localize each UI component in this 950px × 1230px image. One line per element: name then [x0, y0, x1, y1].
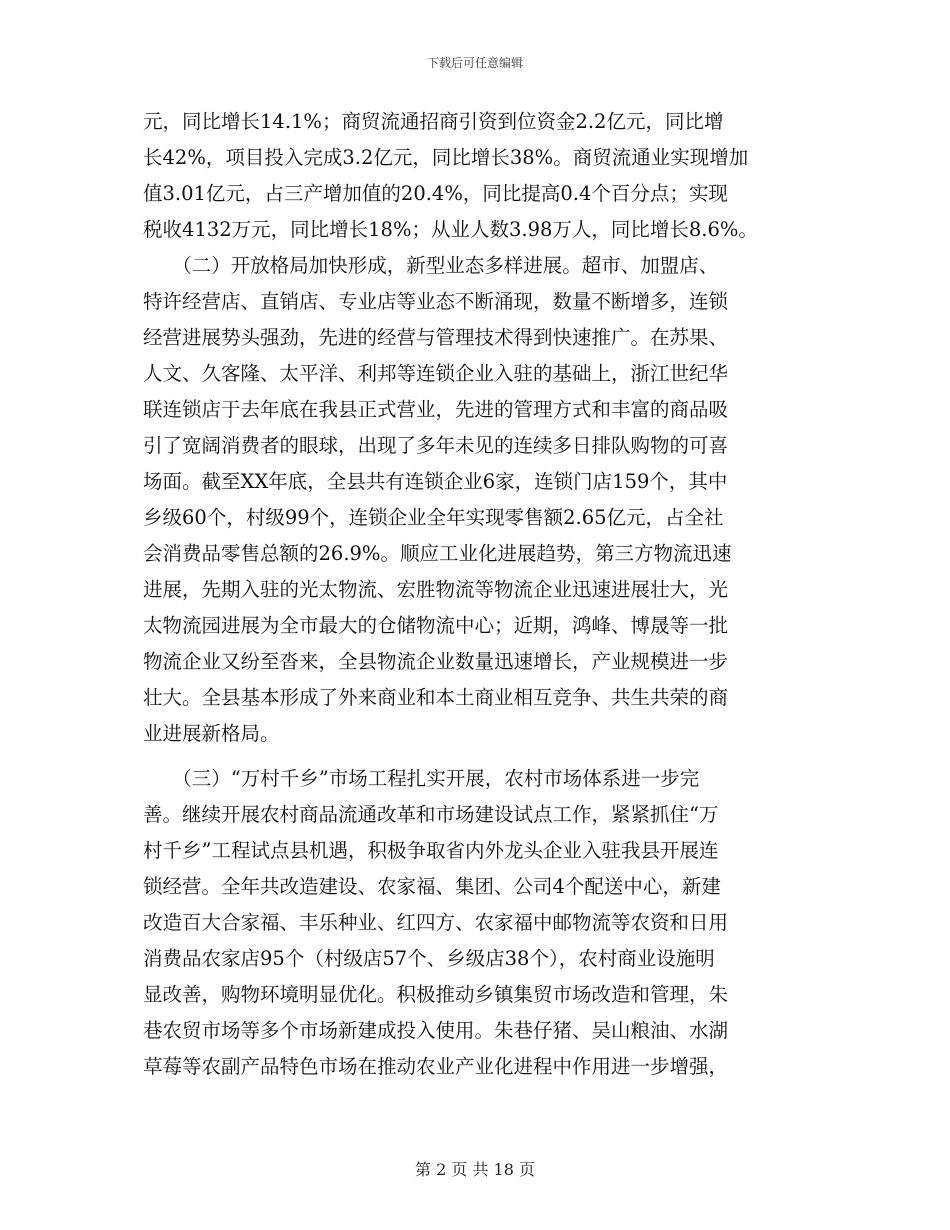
text-line: 巷农贸市场等多个市场新建成投入使用。朱巷仔猪、吴山粮油、水湖 [143, 1019, 729, 1042]
text-line: 村千乡”工程试点县机遇，积极争取省内外龙头企业入驻我县开展连 [143, 839, 719, 862]
paragraph-gap [143, 752, 807, 761]
text-line: 场面。截至XX年底，全县共有连锁企业6家，连锁门店159个，其中 [143, 470, 728, 493]
paragraph [143, 761, 807, 1085]
text-line: 税收4132万元，同比增长18%；从业人数3.98万人，同比增长8.6%。 [143, 218, 758, 241]
text-line: 会消费品零售总额的26.9%。顺应工业化进展趋势，第三方物流迅速 [143, 542, 732, 565]
document-body [143, 104, 807, 1085]
text-line: 善。继续开展农村商品流通改革和市场建设试点工作，紧紧抓住“万 [143, 803, 719, 826]
text-line: （二）开放格局加快形成，新型业态多样进展。超市、加盟店、 [143, 254, 719, 277]
paragraph [143, 104, 807, 248]
text-line: 值3.01亿元，占三产增加值的20.4%，同比提高0.4个百分点；实现 [143, 182, 728, 205]
page-header-note: 下载后可任意编辑 [426, 56, 523, 70]
text-line: 草莓等农副产品特色市场在推动农业产业化进程中作用进一步增强， [143, 1055, 729, 1078]
text-line: 物流企业又纷至沓来，全县物流企业数量迅速增长，产业规模进一步 [143, 650, 729, 673]
text-line: 经营进展势头强劲，先进的经营与管理技术得到快速推广。在苏果、 [143, 326, 729, 349]
text-line: （三）“万村千乡”市场工程扎实开展，农村市场体系进一步完 [143, 767, 700, 790]
text-line: 消费品农家店95个（村级店57个、乡级店38个），农村商业设施明 [143, 947, 715, 970]
text-line: 引了宽阔消费者的眼球，出现了多年未见的连续多日排队购物的可喜 [143, 434, 729, 457]
text-line: 业进展新格局。 [143, 722, 280, 745]
text-line: 元，同比增长14.1%；商贸流通招商引资到位资金2.2亿元，同比增 [143, 110, 724, 133]
text-line: 显改善，购物环境明显优化。积极推动乡镇集贸市场改造和管理，朱 [143, 983, 729, 1006]
paragraph [143, 248, 807, 752]
page-number-footer: 第 2 页 共 18 页 [415, 1160, 535, 1179]
text-line: 特许经营店、直销店、专业店等业态不断涌现，数量不断增多，连锁 [143, 290, 729, 313]
text-line: 联连锁店于去年底在我县正式营业，先进的管理方式和丰富的商品吸 [143, 398, 729, 421]
text-line: 乡级60个，村级99个，连锁企业全年实现零售额2.65亿元，占全社 [143, 506, 724, 529]
text-line: 改造百大合家福、丰乐种业、红四方、农家福中邮物流等农资和日用 [143, 911, 729, 934]
text-line: 太物流园进展为全市最大的仓储物流中心；近期，鸿峰、博晟等一批 [143, 614, 729, 637]
text-line: 锁经营。全年共改造建设、农家福、集团、公司4个配送中心，新建 [143, 875, 721, 898]
text-line: 人文、久客隆、太平洋、利邦等连锁企业入驻的基础上，浙江世纪华 [143, 362, 729, 385]
text-line: 壮大。全县基本形成了外来商业和本土商业相互竞争、共生共荣的商 [143, 686, 729, 709]
text-line: 进展，先期入驻的光太物流、宏胜物流等物流企业迅速进展壮大，光 [143, 578, 729, 601]
text-line: 长42%，项目投入完成3.2亿元，同比增长38%。商贸流通业实现增加 [143, 146, 749, 169]
